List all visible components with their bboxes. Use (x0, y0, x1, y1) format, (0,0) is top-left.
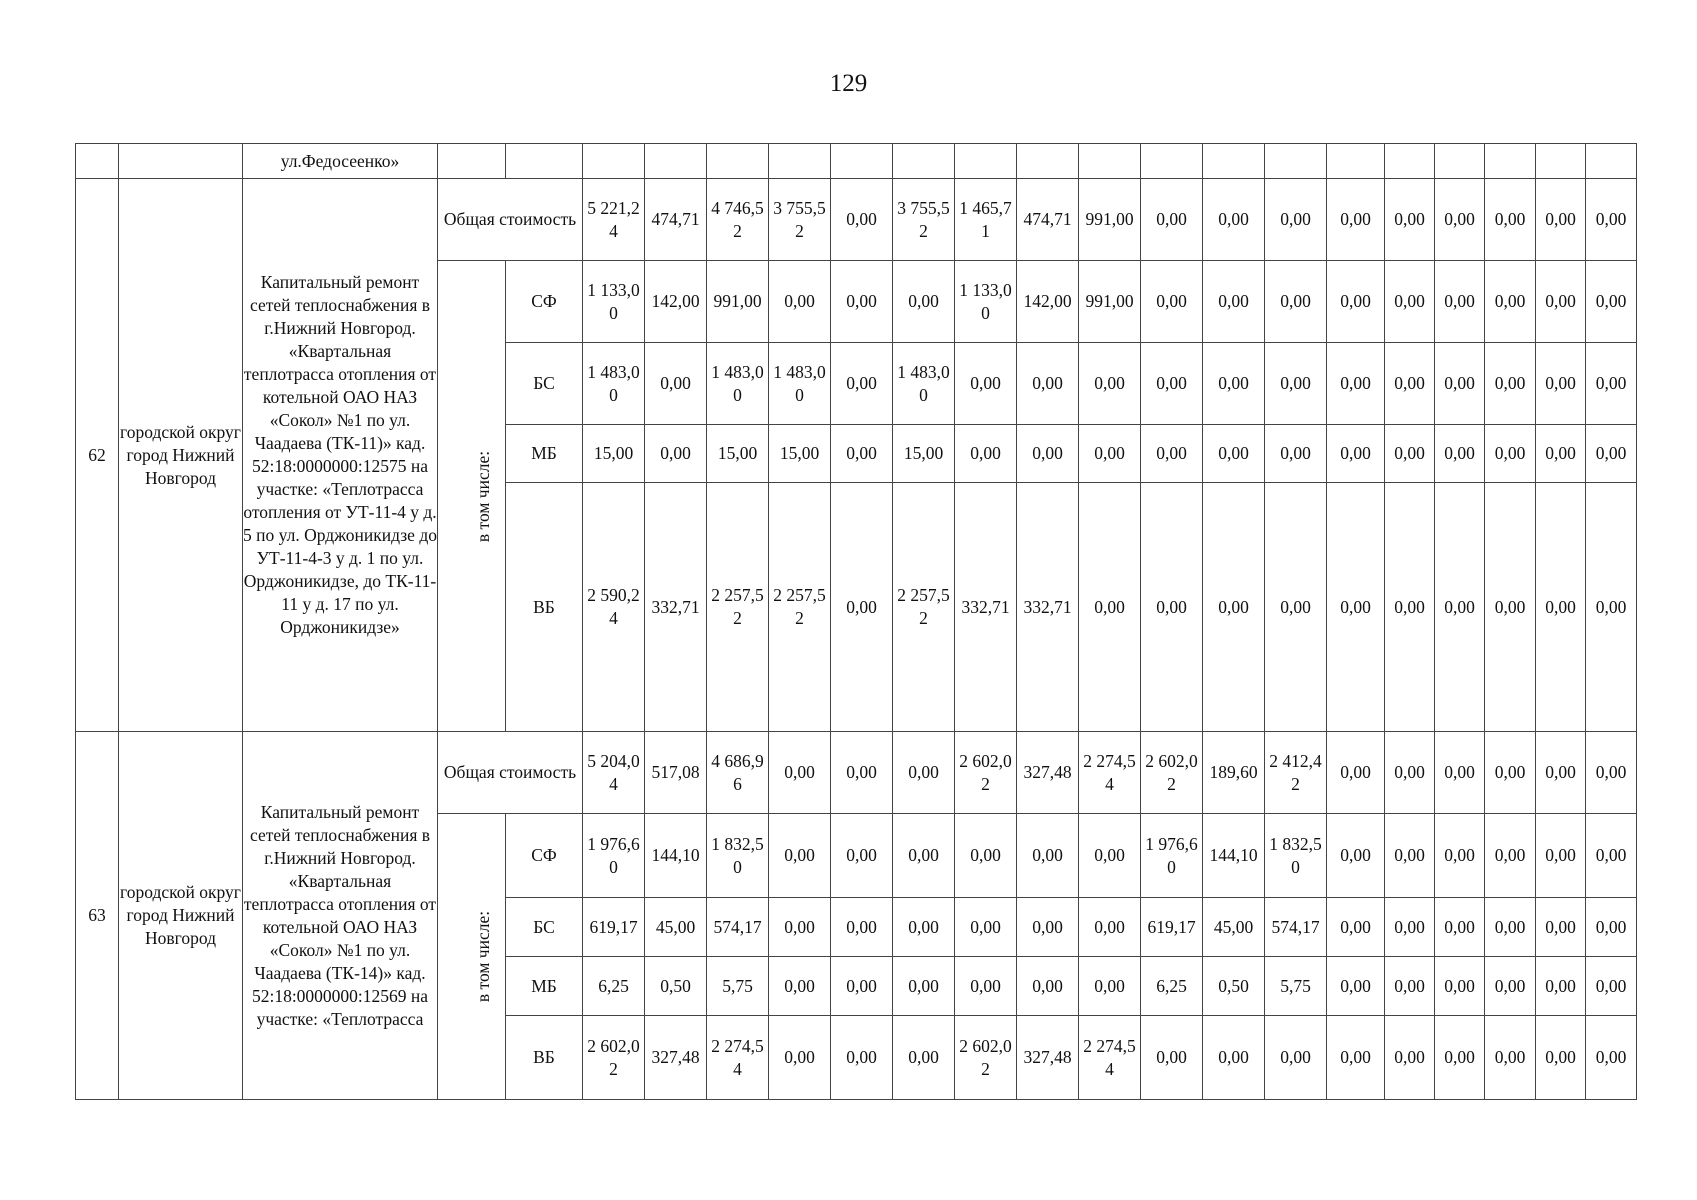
amount-cell: 0,00 (1485, 957, 1536, 1016)
amount-cell: 0,00 (1265, 425, 1327, 483)
amount-cell: 0,00 (955, 343, 1017, 425)
amount-cell: 0,00 (1385, 179, 1435, 261)
amount-cell: 574,17 (707, 898, 769, 957)
amount-cell: 15,00 (707, 425, 769, 483)
amount-cell: 0,00 (1485, 261, 1536, 343)
amount-cell: 0,00 (1435, 814, 1485, 898)
amount-cell: 0,00 (1536, 957, 1586, 1016)
amount-cell: 0,00 (1327, 483, 1385, 732)
description-continuation: ул.Федосеенко» (243, 144, 438, 179)
amount-cell: 474,71 (1017, 179, 1079, 261)
amount-cell: 0,00 (1327, 1016, 1385, 1100)
cell-empty (955, 144, 1017, 179)
amount-cell: 0,00 (1435, 1016, 1485, 1100)
amount-cell: 0,00 (769, 898, 831, 957)
amount-cell: 517,08 (645, 732, 707, 814)
amount-cell: 0,00 (1265, 261, 1327, 343)
total-cost-label: Общая стоимость (438, 732, 583, 814)
amount-cell: 0,00 (955, 957, 1017, 1016)
cell-empty (438, 144, 506, 179)
amount-cell: 0,00 (831, 814, 893, 898)
amount-cell: 991,00 (1079, 179, 1141, 261)
source-label-sf: СФ (506, 261, 583, 343)
continuation-row (76, 144, 1637, 179)
amount-cell: 0,00 (1203, 343, 1265, 425)
amount-cell: 1 483,00 (769, 343, 831, 425)
amount-cell: 0,00 (893, 898, 955, 957)
amount-cell: 0,00 (1536, 343, 1586, 425)
amount-cell: 327,48 (645, 1016, 707, 1100)
source-label-vb: ВБ (506, 483, 583, 732)
amount-cell: 0,00 (1536, 261, 1586, 343)
amount-cell: 0,00 (1435, 957, 1485, 1016)
amount-cell: 0,00 (955, 425, 1017, 483)
amount-cell: 2 602,02 (583, 1016, 645, 1100)
amount-cell: 0,00 (1079, 898, 1141, 957)
amount-cell: 0,00 (1265, 483, 1327, 732)
total-cost-label: Общая стоимость (438, 179, 583, 261)
amount-cell: 0,00 (831, 179, 893, 261)
amount-cell: 0,00 (831, 957, 893, 1016)
municipality: городской округ город Нижний Новгород (119, 179, 243, 732)
amount-cell: 6,25 (583, 957, 645, 1016)
cell-empty (1141, 144, 1203, 179)
amount-cell: 619,17 (583, 898, 645, 957)
amount-cell: 0,00 (1435, 261, 1485, 343)
amount-cell: 3 755,52 (769, 179, 831, 261)
cell-empty (893, 144, 955, 179)
amount-cell: 332,71 (1017, 483, 1079, 732)
amount-cell: 0,00 (1586, 957, 1637, 1016)
amount-cell: 0,00 (831, 425, 893, 483)
amount-cell: 0,00 (955, 898, 1017, 957)
amount-cell: 142,00 (645, 261, 707, 343)
amount-cell: 2 257,52 (707, 483, 769, 732)
amount-cell: 0,00 (1586, 898, 1637, 957)
amount-cell: 0,00 (1485, 898, 1536, 957)
amount-cell: 0,00 (893, 1016, 955, 1100)
amount-cell: 0,00 (1327, 343, 1385, 425)
amount-cell: 144,10 (1203, 814, 1265, 898)
amount-cell: 0,00 (645, 343, 707, 425)
amount-cell: 0,00 (893, 732, 955, 814)
entry-63 (76, 732, 1637, 1100)
amount-cell: 2 602,02 (955, 1016, 1017, 1100)
amount-cell: 144,10 (645, 814, 707, 898)
amount-cell: 0,50 (1203, 957, 1265, 1016)
amount-cell: 0,00 (1586, 261, 1637, 343)
amount-cell: 474,71 (645, 179, 707, 261)
amount-cell: 0,00 (1485, 483, 1536, 732)
amount-cell: 0,00 (1536, 898, 1586, 957)
page-number: 129 (829, 70, 868, 97)
cell-empty (707, 144, 769, 179)
amount-cell: 0,00 (1327, 261, 1385, 343)
amount-cell: 0,00 (1385, 732, 1435, 814)
amount-cell: 1 483,00 (583, 343, 645, 425)
cell-empty (1485, 144, 1536, 179)
amount-cell: 0,00 (1586, 483, 1637, 732)
amount-cell: 0,00 (831, 343, 893, 425)
amount-cell: 0,00 (1017, 898, 1079, 957)
municipality: городской округ город Нижний Новгород (119, 732, 243, 1100)
amount-cell: 0,00 (1536, 814, 1586, 898)
amount-cell: 5 204,04 (583, 732, 645, 814)
amount-cell: 0,00 (769, 1016, 831, 1100)
source-label-vb: ВБ (506, 1016, 583, 1100)
amount-cell: 0,00 (1141, 179, 1203, 261)
amount-cell: 1 976,60 (583, 814, 645, 898)
amount-cell: 991,00 (1079, 261, 1141, 343)
amount-cell: 1 832,50 (1265, 814, 1327, 898)
amount-cell: 0,00 (1485, 814, 1536, 898)
amount-cell: 0,00 (1079, 343, 1141, 425)
amount-cell: 0,00 (769, 957, 831, 1016)
amount-cell: 2 602,02 (955, 732, 1017, 814)
amount-cell: 0,00 (1203, 179, 1265, 261)
amount-cell: 142,00 (1017, 261, 1079, 343)
amount-cell: 4 746,52 (707, 179, 769, 261)
amount-cell: 2 257,52 (769, 483, 831, 732)
amount-cell: 574,17 (1265, 898, 1327, 957)
amount-cell: 2 412,42 (1265, 732, 1327, 814)
amount-cell: 0,00 (1017, 343, 1079, 425)
amount-cell: 0,00 (1203, 261, 1265, 343)
amount-cell: 0,00 (1203, 483, 1265, 732)
cell-empty (1536, 144, 1586, 179)
amount-cell: 0,00 (893, 957, 955, 1016)
amount-cell: 0,00 (1385, 425, 1435, 483)
amount-cell: 0,00 (1017, 425, 1079, 483)
amount-cell: 332,71 (955, 483, 1017, 732)
amount-cell: 2 274,54 (1079, 732, 1141, 814)
source-label-bs: БС (506, 343, 583, 425)
amount-cell: 0,00 (1079, 957, 1141, 1016)
amount-cell: 0,00 (1485, 343, 1536, 425)
amount-cell: 2 602,02 (1141, 732, 1203, 814)
amount-cell: 0,50 (645, 957, 707, 1016)
row-number: 62 (76, 179, 119, 732)
amount-cell: 327,48 (1017, 1016, 1079, 1100)
amount-cell: 0,00 (1385, 957, 1435, 1016)
amount-cell: 0,00 (1435, 425, 1485, 483)
amount-cell: 0,00 (1536, 179, 1586, 261)
amount-cell: 0,00 (1327, 814, 1385, 898)
amount-cell: 1 465,71 (955, 179, 1017, 261)
amount-cell: 0,00 (769, 261, 831, 343)
cell-empty (1385, 144, 1435, 179)
amount-cell: 0,00 (1536, 425, 1586, 483)
amount-cell: 0,00 (1327, 179, 1385, 261)
amount-cell: 6,25 (1141, 957, 1203, 1016)
amount-cell: 0,00 (1586, 814, 1637, 898)
amount-cell: 0,00 (1536, 1016, 1586, 1100)
amount-cell: 45,00 (645, 898, 707, 957)
amount-cell: 15,00 (893, 425, 955, 483)
amount-cell: 0,00 (1485, 1016, 1536, 1100)
amount-cell: 619,17 (1141, 898, 1203, 957)
amount-cell: 0,00 (1385, 1016, 1435, 1100)
cell-empty (645, 144, 707, 179)
cell-empty (119, 144, 243, 179)
amount-cell: 1 832,50 (707, 814, 769, 898)
amount-cell: 5,75 (1265, 957, 1327, 1016)
cell-empty (1079, 144, 1141, 179)
amount-cell: 2 590,24 (583, 483, 645, 732)
amount-cell: 0,00 (769, 814, 831, 898)
source-label-mb: МБ (506, 957, 583, 1016)
amount-cell: 0,00 (831, 898, 893, 957)
amount-cell: 0,00 (1385, 343, 1435, 425)
amount-cell: 332,71 (645, 483, 707, 732)
amount-cell: 0,00 (1485, 179, 1536, 261)
amount-cell: 0,00 (1265, 1016, 1327, 1100)
cell-empty (1265, 144, 1327, 179)
amount-cell: 0,00 (1385, 898, 1435, 957)
amount-cell: 0,00 (831, 261, 893, 343)
amount-cell: 0,00 (1141, 483, 1203, 732)
amount-cell: 2 274,54 (1079, 1016, 1141, 1100)
cell-empty (76, 144, 119, 179)
amount-cell: 0,00 (1385, 483, 1435, 732)
amount-cell: 0,00 (1141, 1016, 1203, 1100)
amount-cell: 0,00 (769, 732, 831, 814)
including-label: в том числе: (438, 261, 506, 732)
row-total (76, 179, 1637, 261)
amount-cell: 189,60 (1203, 732, 1265, 814)
amount-cell: 2 274,54 (707, 1016, 769, 1100)
cell-empty (769, 144, 831, 179)
amount-cell: 0,00 (1536, 483, 1586, 732)
cell-empty (1017, 144, 1079, 179)
cell-empty (583, 144, 645, 179)
amount-cell: 0,00 (1079, 814, 1141, 898)
amount-cell: 0,00 (1017, 957, 1079, 1016)
amount-cell: 2 257,52 (893, 483, 955, 732)
amount-cell: 45,00 (1203, 898, 1265, 957)
cell-empty (1327, 144, 1385, 179)
cell-empty (1586, 144, 1637, 179)
amount-cell: 0,00 (1327, 732, 1385, 814)
including-label: в том числе: (438, 814, 506, 1100)
amount-cell: 0,00 (1485, 732, 1536, 814)
amount-cell: 1 483,00 (707, 343, 769, 425)
amount-cell: 0,00 (1586, 179, 1637, 261)
amount-cell: 0,00 (893, 814, 955, 898)
amount-cell: 0,00 (1327, 898, 1385, 957)
funding-table (75, 143, 1637, 1100)
amount-cell: 1 133,00 (955, 261, 1017, 343)
amount-cell: 4 686,96 (707, 732, 769, 814)
cell-empty (1435, 144, 1485, 179)
amount-cell: 0,00 (1385, 261, 1435, 343)
project-description: Капитальный ремонт сетей теплоснабжения в г.Нижний Новгород. «Квартальная теплотрасса отопления от котельной ОАО НАЗ «Сокол» №1 по ул. Чаадаева (ТК-14)» кад. 52:18:0000000:12569 на участке: «Теплотрасса (243, 732, 438, 1100)
amount-cell: 5 221,24 (583, 179, 645, 261)
amount-cell: 0,00 (645, 425, 707, 483)
cell-empty (506, 144, 583, 179)
cell-empty (1203, 144, 1265, 179)
amount-cell: 15,00 (769, 425, 831, 483)
row-number: 63 (76, 732, 119, 1100)
amount-cell: 0,00 (1435, 483, 1485, 732)
amount-cell: 0,00 (1141, 261, 1203, 343)
amount-cell: 1 976,60 (1141, 814, 1203, 898)
amount-cell: 0,00 (1435, 732, 1485, 814)
amount-cell: 3 755,52 (893, 179, 955, 261)
amount-cell: 0,00 (1203, 425, 1265, 483)
amount-cell: 0,00 (1079, 483, 1141, 732)
amount-cell: 0,00 (1485, 425, 1536, 483)
amount-cell: 0,00 (831, 483, 893, 732)
amount-cell: 0,00 (1586, 732, 1637, 814)
source-label-sf: СФ (506, 814, 583, 898)
amount-cell: 0,00 (1435, 898, 1485, 957)
amount-cell: 0,00 (1265, 343, 1327, 425)
source-label-bs: БС (506, 898, 583, 957)
amount-cell: 0,00 (1017, 814, 1079, 898)
amount-cell: 5,75 (707, 957, 769, 1016)
amount-cell: 1 483,00 (893, 343, 955, 425)
amount-cell: 0,00 (1141, 343, 1203, 425)
row-total (76, 732, 1637, 814)
amount-cell: 0,00 (1586, 1016, 1637, 1100)
source-label-mb: МБ (506, 425, 583, 483)
amount-cell: 0,00 (831, 1016, 893, 1100)
amount-cell: 0,00 (893, 261, 955, 343)
amount-cell: 0,00 (1385, 814, 1435, 898)
amount-cell: 0,00 (1079, 425, 1141, 483)
amount-cell: 1 133,00 (583, 261, 645, 343)
amount-cell: 991,00 (707, 261, 769, 343)
entry-62 (76, 179, 1637, 732)
amount-cell: 15,00 (583, 425, 645, 483)
amount-cell: 0,00 (955, 814, 1017, 898)
amount-cell: 0,00 (1327, 957, 1385, 1016)
amount-cell: 0,00 (1586, 343, 1637, 425)
amount-cell: 0,00 (1435, 343, 1485, 425)
amount-cell: 0,00 (1203, 1016, 1265, 1100)
amount-cell: 0,00 (1536, 732, 1586, 814)
project-description: Капитальный ремонт сетей теплоснабжения в г.Нижний Новгород. «Квартальная теплотрасса отопления от котельной ОАО НАЗ «Сокол» №1 по ул. Чаадаева (ТК-11)» кад. 52:18:0000000:12575 на участке: «Теплотрасса отопления от УТ-11-4 у д. 5 по ул. Орджоникидзе до УТ-11-4-3 у д. 1 по ул. Орджоникидзе, до ТК-11-11 у д. 17 по ул. Орджоникидзе» (243, 179, 438, 732)
amount-cell: 327,48 (1017, 732, 1079, 814)
amount-cell: 0,00 (831, 732, 893, 814)
cell-empty (831, 144, 893, 179)
amount-cell: 0,00 (1435, 179, 1485, 261)
amount-cell: 0,00 (1586, 425, 1637, 483)
amount-cell: 0,00 (1265, 179, 1327, 261)
amount-cell: 0,00 (1141, 425, 1203, 483)
amount-cell: 0,00 (1327, 425, 1385, 483)
